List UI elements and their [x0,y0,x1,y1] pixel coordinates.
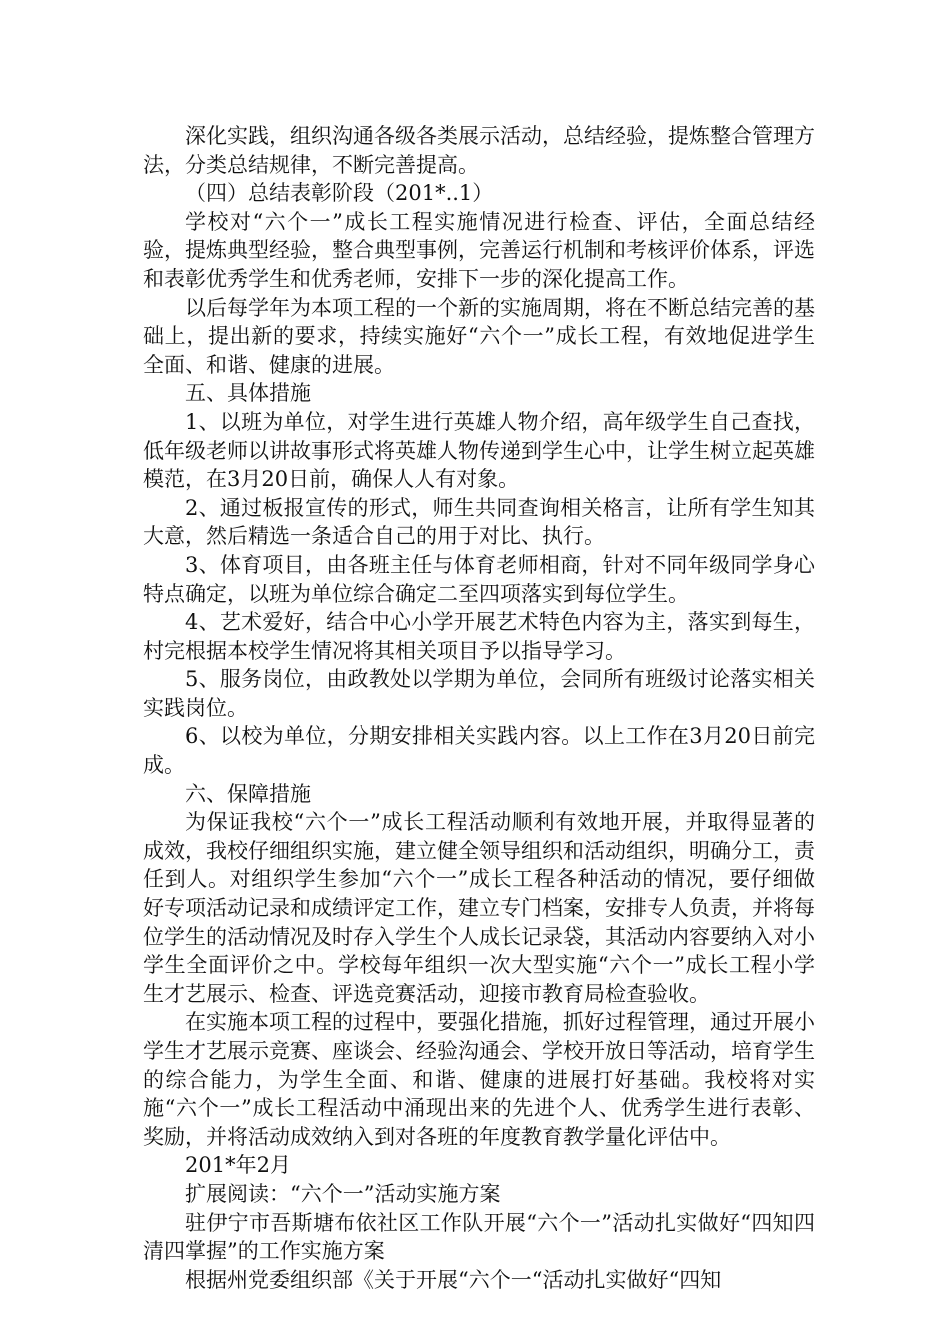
list-item-measure-5: 5、服务岗位，由政教处以学期为单位，会同所有班级讨论落实相关实践岗位。 [143,667,815,720]
paragraph-future-cycles: 以后每学年为本项工程的一个新的实施周期，将在不断总结完善的基础上，提出新的要求，持续实施好“六个一”成长工程，有效地促进学生全面、和谐、健康的进展。 [143,295,815,377]
list-item-measure-6: 6、以校为单位，分期安排相关实践内容。以上工作在3月20日前完成。 [143,724,815,778]
section-heading-summary-stage: （四）总结表彰阶段（201*..1） [185,181,494,206]
list-item-measure-2: 2、通过板报宣传的形式，师生共同查询相关格言，让所有学生知其大意，然后精选一条适合自己的用于对比、执行。 [143,495,815,549]
document-body [143,122,815,1294]
paragraph-guarantee-process: 在实施本项工程的过程中，要强化措施，抓好过程管理，通过开展小学生才艺展示竞赛、座谈会、经验沟通会、学校开放日等活动，培育学生的综合能力，为学生全面、和谐、健康的进展打好基础。我校将对实施“六个一”成长工程活动中涌现出来的先进个人、优秀学生进行表彰、奖励，并将活动成效纳入到对各班的年度教育教学量化评估中。 [143,1010,815,1149]
document-date: 201*年2月 [185,1153,291,1178]
list-item-measure-1: 1、以班为单位，对学生进行英雄人物介绍，高年级学生自己查找，低年级老师以讲故事形式将英雄人物传递到学生心中，让学生树立起英雄模范，在3月20日前，确保人人有对象。 [143,409,815,492]
section-heading-measures: 五、具体措施 [185,381,311,406]
list-item-measure-4: 4、艺术爱好，结合中心小学开展艺术特色内容为主，落实到每生，村完根据本校学生情况将其相关项目予以指导学习。 [143,610,815,663]
paragraph-guarantee-organization: 为保证我校“六个一”成长工程活动顺利有效地开展，并取得显著的成效，我校仔细组织实施，建立健全领导组织和活动组织，明确分工，责任到人。对组织学生参加“六个一”成长工程各种活动的情况，要仔细做好专项活动记录和成绩评定工作，建立专门档案，安排专人负责，并将每位学生的活动情况及时存入学生个人成长记录袋，其活动内容要纳入对小学生全面评价之中。学校每年组织一次大型实施“六个一”成长工程小学生才艺展示、检查、评选竞赛活动，迎接市教育局检查验收。 [143,810,815,1006]
section-heading-guarantees: 六、保障措施 [185,781,311,806]
extended-reading-title: 扩展阅读：“六个一”活动实施方案 [185,1181,501,1206]
paragraph-school-review: 学校对“六个一”成长工程实施情况进行检查、评估，全面总结经验，提炼典型经验，整合典型事例，完善运行机制和考核评价体系，评选和表彰优秀学生和优秀老师，安排下一步的深化提高工作。 [143,209,815,291]
extended-reading-heading: 驻伊宁市吾斯塘布依社区工作队开展“六个一”活动扎实做好“四知四清四掌握”的工作实施方案 [143,1210,815,1264]
extended-reading-paragraph: 根据州党委组织部《关于开展“六个一“活动扎实做好“四知 [185,1267,722,1292]
list-item-measure-3: 3、体育项目，由各班主任与体育老师相商，针对不同年级同学身心特点确定，以班为单位综合确定二至四项落实到每位学生。 [143,552,815,606]
paragraph-practice: 深化实践，组织沟通各级各类展示活动，总结经验，提炼整合管理方法，分类总结规律，不断完善提高。 [143,124,815,177]
